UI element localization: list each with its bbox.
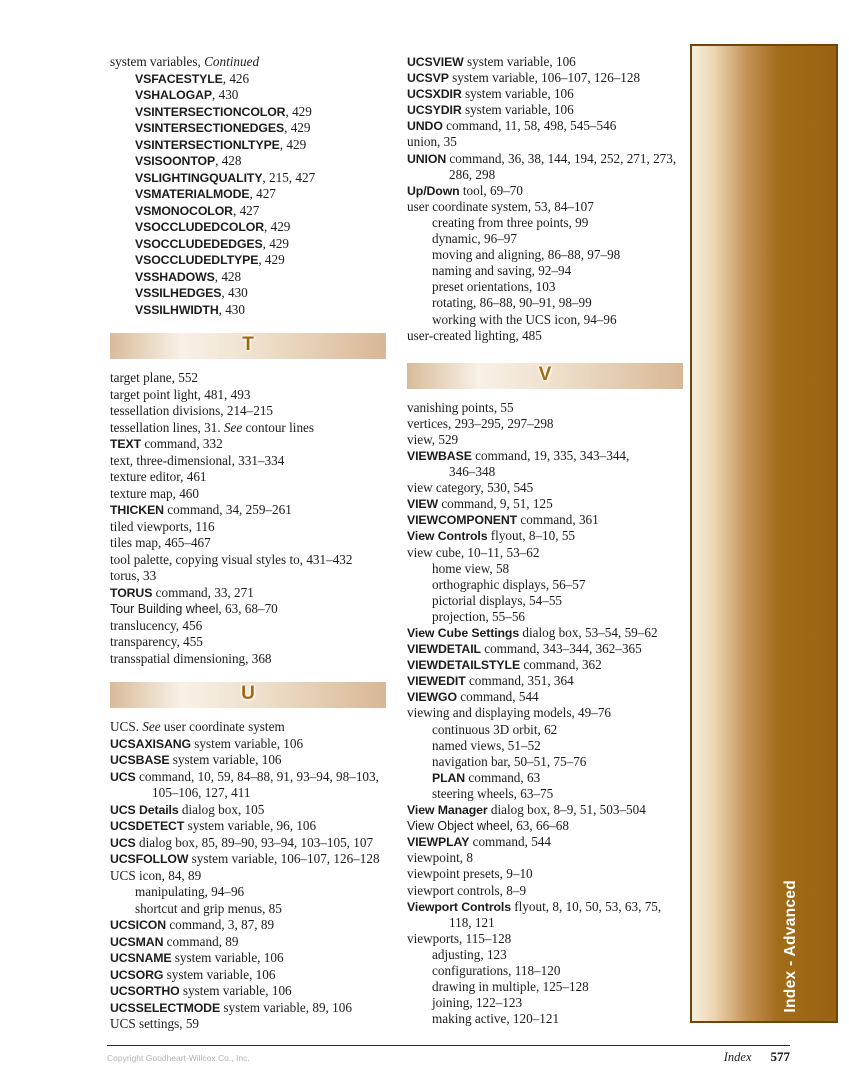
entry-term-bold: UCSAXISANG [110,736,191,751]
index-entry-line [407,199,683,215]
index-entry-line [407,995,683,1011]
index-entry-line [110,950,386,967]
index-entry-line [407,689,683,705]
entry-text: , 215, 427 [262,169,316,185]
index-entry-line [110,967,386,984]
index-entry-line [110,486,386,503]
entry-text: system variable, 106 [171,950,284,965]
index-entry-line [110,983,386,1000]
index-entry-line [110,1016,386,1033]
entry-text: , 429 [264,219,291,234]
index-entry-line [110,851,386,868]
section-letter: V [538,363,552,385]
index-entry-line [407,1011,683,1027]
index-entry-line [407,263,683,279]
entry-text: translucency, 456 [110,617,203,633]
entry-text: command, 89 [163,933,239,949]
index-entry-line [407,247,683,263]
index-entry-line [110,137,386,154]
index-entry-line [110,634,386,651]
entry-term-bold: UCSSELECTMODE [110,1000,221,1015]
entry-text: transspatial dimensioning, 368 [110,650,272,666]
entry-term-bold: UNDO [407,119,443,134]
entry-text: dialog box, 85, 89–90, 93–94, 103–105, 107 [135,834,374,850]
entry-text: view category, 530, 545 [407,480,534,496]
entry-text: command, 19, 335, 343–344, [471,447,630,463]
entry-term-bold: VIEWDETAILSTYLE [407,658,521,673]
index-entry-line [407,480,683,496]
entry-text: , 429 [279,136,307,152]
index-tab-sidebar [690,44,838,1023]
index-entry-line [110,170,386,187]
entry-text: user coordinate system, 53, 84–107 [407,198,594,214]
index-entry-line [407,295,683,311]
index-entry-line [110,236,386,253]
index-entry-line [407,866,683,882]
index-entry-line [407,561,683,577]
entry-text: command, 3, 87, 89 [166,917,275,932]
index-entry-line [407,850,683,866]
index-column-right [407,0,683,1027]
index-entry-line [407,609,683,625]
entry-term-bold: View Controls [407,529,488,544]
index-entry-line [110,901,386,918]
index-entry-line [110,269,386,286]
index-entry-line [110,1000,386,1017]
index-entry-line [110,54,386,71]
entry-text: joining, 122–123 [432,995,523,1011]
entry-text: viewpoint presets, 9–10 [407,866,533,882]
entry-text: command, 11, 58, 498, 545–546 [442,118,617,134]
index-entry-line [110,651,386,668]
section-letter-bar-v [407,363,683,389]
entry-term-bold: Viewport Controls [407,899,511,914]
index-entry-line [110,453,386,470]
index-entry-line [110,552,386,569]
entry-text: target point light, 481, 493 [110,386,251,402]
index-entry-line [407,883,683,899]
entry-text: creating from three points, 99 [432,214,589,230]
entry-text: viewport controls, 8–9 [407,882,527,898]
entry-text: adjusting, 123 [432,946,507,962]
index-entry-line [110,785,386,802]
entry-text: system variable, 106 [461,86,574,102]
entry-text: flyout, 8–10, 55 [487,528,576,544]
section-letter-bar-u [110,682,386,708]
index-entry-line [407,834,683,850]
entry-text: UCS icon, 84, 89 [110,867,202,883]
footer-copyright: Copyright Goodheart-Willcox Co., Inc. [107,1053,250,1063]
entry-term-bold: VSMATERIALMODE [135,187,250,201]
entry-term-bold: View Cube Settings [407,626,520,640]
footer-rule [107,1045,790,1046]
index-entry-line [407,448,683,464]
entry-term-bold: UCS [110,835,136,850]
entry-text: texture map, 460 [110,485,199,501]
index-entry-line [110,71,386,88]
index-entry-line [407,754,683,770]
index-entry-line [110,403,386,420]
entry-text: navigation bar, 50–51, 75–76 [432,753,587,769]
entry-text: , 430 [212,87,239,102]
index-entry-line [407,641,683,657]
entry-term-bold: UNION [407,151,447,166]
index-entry-line [407,593,683,609]
entry-term-bold: UCSDETECT [110,819,185,833]
index-entry-line [407,70,683,86]
index-entry-line [407,931,683,947]
entry-text: command, 362 [520,657,602,673]
entry-term-bold: VSOCCLUDEDLTYPE [135,253,259,267]
index-entry-line [407,738,683,754]
index-entry-line [110,568,386,585]
entry-term-bold: VIEWCOMPONENT [407,513,518,528]
entry-text: system variable, 106 [169,752,282,767]
index-entry-line [110,285,386,302]
entry-text: working with the UCS icon, 94–96 [432,311,617,327]
index-entry-line [407,416,683,432]
entry-text: command, 544 [456,689,539,705]
entry-term-bold: UCS [110,769,136,784]
sidebar-tab-label: Index - Advanced [782,880,799,1013]
entry-term-bold: VSINTERSECTIONLTYPE [135,137,280,152]
index-column-left [110,0,386,1033]
index-entry-line [407,722,683,738]
index-entry-line [110,436,386,453]
entry-term-bold: UCSVP [407,71,449,86]
index-entry-line [407,915,683,931]
index-entry-line [110,835,386,852]
entry-term-bold: TEXT [110,437,142,451]
entry-term-bold: THICKEN [110,503,164,517]
entry-text: text, three-dimensional, 331–334 [110,452,285,468]
index-entry-line [407,673,683,689]
page-footer [107,1045,790,1065]
footer-section-label: Index [723,1050,752,1064]
entry-text: configurations, 118–120 [432,962,561,978]
index-entry-line [407,657,683,673]
entry-text: tool palette, copying visual styles to, 431–432 [110,551,353,567]
index-entry-line [407,786,683,802]
entry-text: system variable, 96, 106 [184,818,317,833]
entry-text: dynamic, 96–97 [432,231,517,247]
entry-term-bold: VIEWEDIT [407,674,466,689]
entry-text: command, 36, 38, 144, 194, 252, 271, 273, [446,150,677,166]
entry-text: , 429 [284,120,311,135]
entry-text: , 428 [214,268,242,284]
entry-text: torus, 33 [110,568,157,583]
entry-text: , 428 [215,153,242,168]
index-entry-line [407,312,683,328]
entry-text: command, 351, 364 [465,673,574,689]
entry-term-sans: View Object wheel [407,819,510,834]
entry-term-bold: UCSNAME [110,951,172,965]
index-entry-line [407,400,683,416]
entry-text: dialog box, 105 [178,801,265,817]
section-letter: U [241,683,255,704]
entry-text: , 429 [262,235,290,251]
entry-text: view, 529 [407,431,459,447]
entry-term-bold: VIEWGO [407,690,457,705]
index-entry-line [110,186,386,203]
entry-text: projection, 55–56 [432,608,526,624]
index-entry-line [407,151,683,167]
entry-text: system variable, 106–107, 126–128 [188,851,380,866]
entry-text: vanishing points, 55 [407,399,514,415]
footer-page-number: 577 [770,1049,790,1064]
entry-text: command, 9, 51, 125 [438,496,553,512]
entry-text: moving and aligning, 86–88, 97–98 [432,247,621,263]
entry-text: tool, 69–70 [459,182,523,198]
entry-text: dialog box, 8–9, 51, 503–504 [487,802,646,818]
index-entry-line [407,802,683,818]
entry-text: manipulating, 94–96 [135,884,245,899]
entry-text: system variable, 106 [463,54,576,69]
entry-text: , 427 [232,202,260,218]
index-entry-line [110,120,386,137]
entry-term-italic: Continued [204,54,260,69]
entry-text: , 430 [218,301,245,317]
entry-term-bold: View Manager [407,803,488,818]
entry-term-bold: VSOCCLUDEDEDGES [135,236,263,251]
entry-text: 346–348 [449,464,496,480]
entry-text: flyout, 8, 10, 50, 53, 63, 75, [510,898,662,914]
index-entry-line [407,231,683,247]
entry-text: , 63, 68–70 [218,601,278,616]
entry-text: viewing and displaying models, 49–76 [407,705,612,721]
entry-text: system variable, 106 [191,735,304,751]
entry-text: rotating, 86–88, 90–91, 98–99 [432,295,592,311]
entry-text: system variable, 106 [461,102,574,118]
entry-text: named views, 51–52 [432,737,541,753]
index-entry-line [110,752,386,769]
index-entry-line [407,86,683,102]
index-entry-line [110,585,386,602]
index-entry-line [110,519,386,536]
entry-text: view cube, 10–11, 53–62 [407,544,540,560]
entry-term-bold: Up/Down [407,183,460,198]
index-entry-line [110,502,386,519]
index-entry-line [407,963,683,979]
index-entries-block [407,54,683,344]
entry-text: user coordinate system [160,719,285,734]
entry-text: UCS. [110,719,143,734]
entry-text: transparency, 455 [110,634,203,649]
entry-term-bold: PLAN [432,770,466,785]
index-entry-line [110,601,386,618]
index-entry-line [407,102,683,118]
index-entry-line [407,625,683,641]
entry-text: command, 332 [141,436,223,451]
index-entry-line [407,279,683,295]
index-entry-line [407,512,683,528]
index-entry-line [110,219,386,236]
entry-text: tiled viewports, 116 [110,518,215,534]
index-entry-line [110,934,386,951]
entry-text: command, 544 [469,834,551,850]
entry-text: tessellation divisions, 214–215 [110,403,274,418]
entry-text: tessellation lines, 31. [110,419,224,435]
entry-term-bold: UCSORTHO [110,984,180,998]
entry-term-bold: VSINTERSECTIONCOLOR [135,104,286,119]
index-entry-line [110,884,386,901]
entry-term-bold: VSSHADOWS [135,269,215,284]
entry-text: tiles map, 465–467 [110,535,211,550]
entry-text: 118, 121 [449,914,495,930]
index-entry-line [110,203,386,220]
entry-term-bold: UCSBASE [110,753,170,767]
index-entry-line [110,535,386,552]
entry-term-bold: VSFACESTYLE [135,71,223,86]
index-entry-line [110,868,386,885]
index-entry-line [407,464,683,480]
entry-text: contour lines [242,419,315,435]
entry-text: union, 35 [407,134,457,150]
index-entry-line [110,736,386,753]
index-entry-line [110,802,386,819]
index-entries-block [110,719,386,1033]
index-entry-line [110,719,386,736]
entry-text: , 429 [285,103,312,119]
index-entry-line [407,979,683,995]
index-entry-line [110,370,386,387]
entry-text: command, 63 [465,769,541,785]
section-letter: T [242,334,254,355]
entry-text: , 426 [222,70,250,86]
index-entry-line [407,818,683,834]
entry-text: continuous 3D orbit, 62 [432,721,558,737]
index-entry-line [407,183,683,199]
entry-text: preset orientations, 103 [432,279,556,295]
entry-text: drawing in multiple, 125–128 [432,979,589,995]
entry-text: pictorial displays, 54–55 [432,592,563,608]
index-entry-line [407,770,683,786]
entry-text: target plane, 552 [110,370,199,385]
entry-text: , 429 [258,252,285,267]
entry-text: viewports, 115–128 [407,930,512,946]
entry-term-bold: VIEWPLAY [407,835,470,850]
index-entry-line [407,118,683,134]
index-entry-line [110,618,386,635]
entry-text: UCS settings, 59 [110,1016,200,1031]
entry-term-bold: VSOCCLUDEDCOLOR [135,220,264,234]
entry-term-bold: VSSILHEDGES [135,286,222,300]
entry-text: steering wheels, 63–75 [432,785,554,801]
entry-term-sans: Tour Building wheel [110,602,219,616]
entry-text: command, 34, 259–261 [163,502,292,517]
entry-term-bold: VIEWDETAIL [407,642,481,657]
entry-term-bold: UCSVIEW [407,55,464,69]
index-entry-line [110,387,386,404]
entry-term-bold: UCS Details [110,802,179,817]
entry-term-bold: UCSYDIR [407,103,462,118]
entry-term-bold: TORUS [110,585,153,600]
entry-term-bold: VSINTERSECTIONEDGES [135,121,285,135]
entry-text: texture editor, 461 [110,469,207,484]
entry-term-bold: UCSFOLLOW [110,852,189,866]
index-entry-line [407,328,683,344]
entry-text: command, 10, 59, 84–88, 91, 93–94, 98–103, [135,768,379,784]
entry-term-bold: VSLIGHTINGQUALITY [135,170,263,185]
index-entry-line [407,134,683,150]
index-entries-block [110,54,386,318]
entry-term-bold: VIEWBASE [407,448,472,463]
index-entry-line [110,252,386,269]
entry-text: making active, 120–121 [432,1011,560,1027]
index-entry-line [407,545,683,561]
entry-text: home view, 58 [432,560,510,576]
entry-text: viewpoint, 8 [407,850,473,866]
entry-text: system variable, 106–107, 126–128 [448,70,641,86]
index-entry-line [110,917,386,934]
index-entry-line [110,302,386,319]
entry-term-bold: UCSXDIR [407,87,462,102]
index-entry-line [407,705,683,721]
index-entry-line [407,215,683,231]
entry-text: command, 343–344, 362–365 [480,641,642,657]
entry-text: , 427 [249,186,276,201]
entry-term-bold: UCSICON [110,918,167,932]
entry-term-italic: See [142,719,161,734]
entry-text: vertices, 293–295, 297–298 [407,415,554,431]
entry-term-bold: VSMONOCOLOR [135,203,233,218]
entry-text: command, 361 [517,512,599,528]
entry-text: , 63, 66–68 [509,818,569,834]
index-entries-block [407,400,683,1028]
entry-text: orthographic displays, 56–57 [432,576,586,592]
entry-text: system variable, 106 [163,966,276,982]
entry-text: , 430 [221,285,248,300]
entry-text: user-created lighting, 485 [407,327,542,343]
entry-text: naming and saving, 92–94 [432,263,572,279]
index-entry-line [407,496,683,512]
index-entry-line [407,947,683,963]
index-entry-line [110,769,386,786]
index-entry-line [110,153,386,170]
entry-term-bold: VIEW [407,497,439,512]
index-entry-line [407,528,683,544]
section-letter-bar-t [110,333,386,359]
index-entry-line [407,54,683,70]
entry-term-bold: VSSILHWIDTH [135,302,219,317]
index-entry-line [407,577,683,593]
index-entry-line [110,420,386,437]
entry-text: shortcut and grip menus, 85 [135,900,282,916]
index-entries-block [110,370,386,667]
index-entry-line [110,818,386,835]
index-entry-line [110,469,386,486]
entry-term-italic: See [223,419,243,435]
entry-text: system variable, 89, 106 [220,999,352,1015]
index-entry-line [407,167,683,183]
entry-text: dialog box, 53–54, 59–62 [519,625,658,640]
index-entry-line [407,432,683,448]
entry-text: 286, 298 [449,166,496,182]
entry-text: system variables, [110,54,205,69]
entry-text: 105–106, 127, 411 [152,785,251,800]
index-entry-line [110,104,386,121]
entry-term-bold: UCSORG [110,967,164,982]
entry-term-bold: VSHALOGAP [135,88,212,102]
entry-text: command, 33, 271 [152,584,254,600]
index-entry-line [110,87,386,104]
entry-text: system variable, 106 [179,983,292,998]
entry-term-bold: UCSMAN [110,934,164,949]
entry-term-bold: VSISOONTOP [135,154,216,168]
index-entry-line [407,899,683,915]
